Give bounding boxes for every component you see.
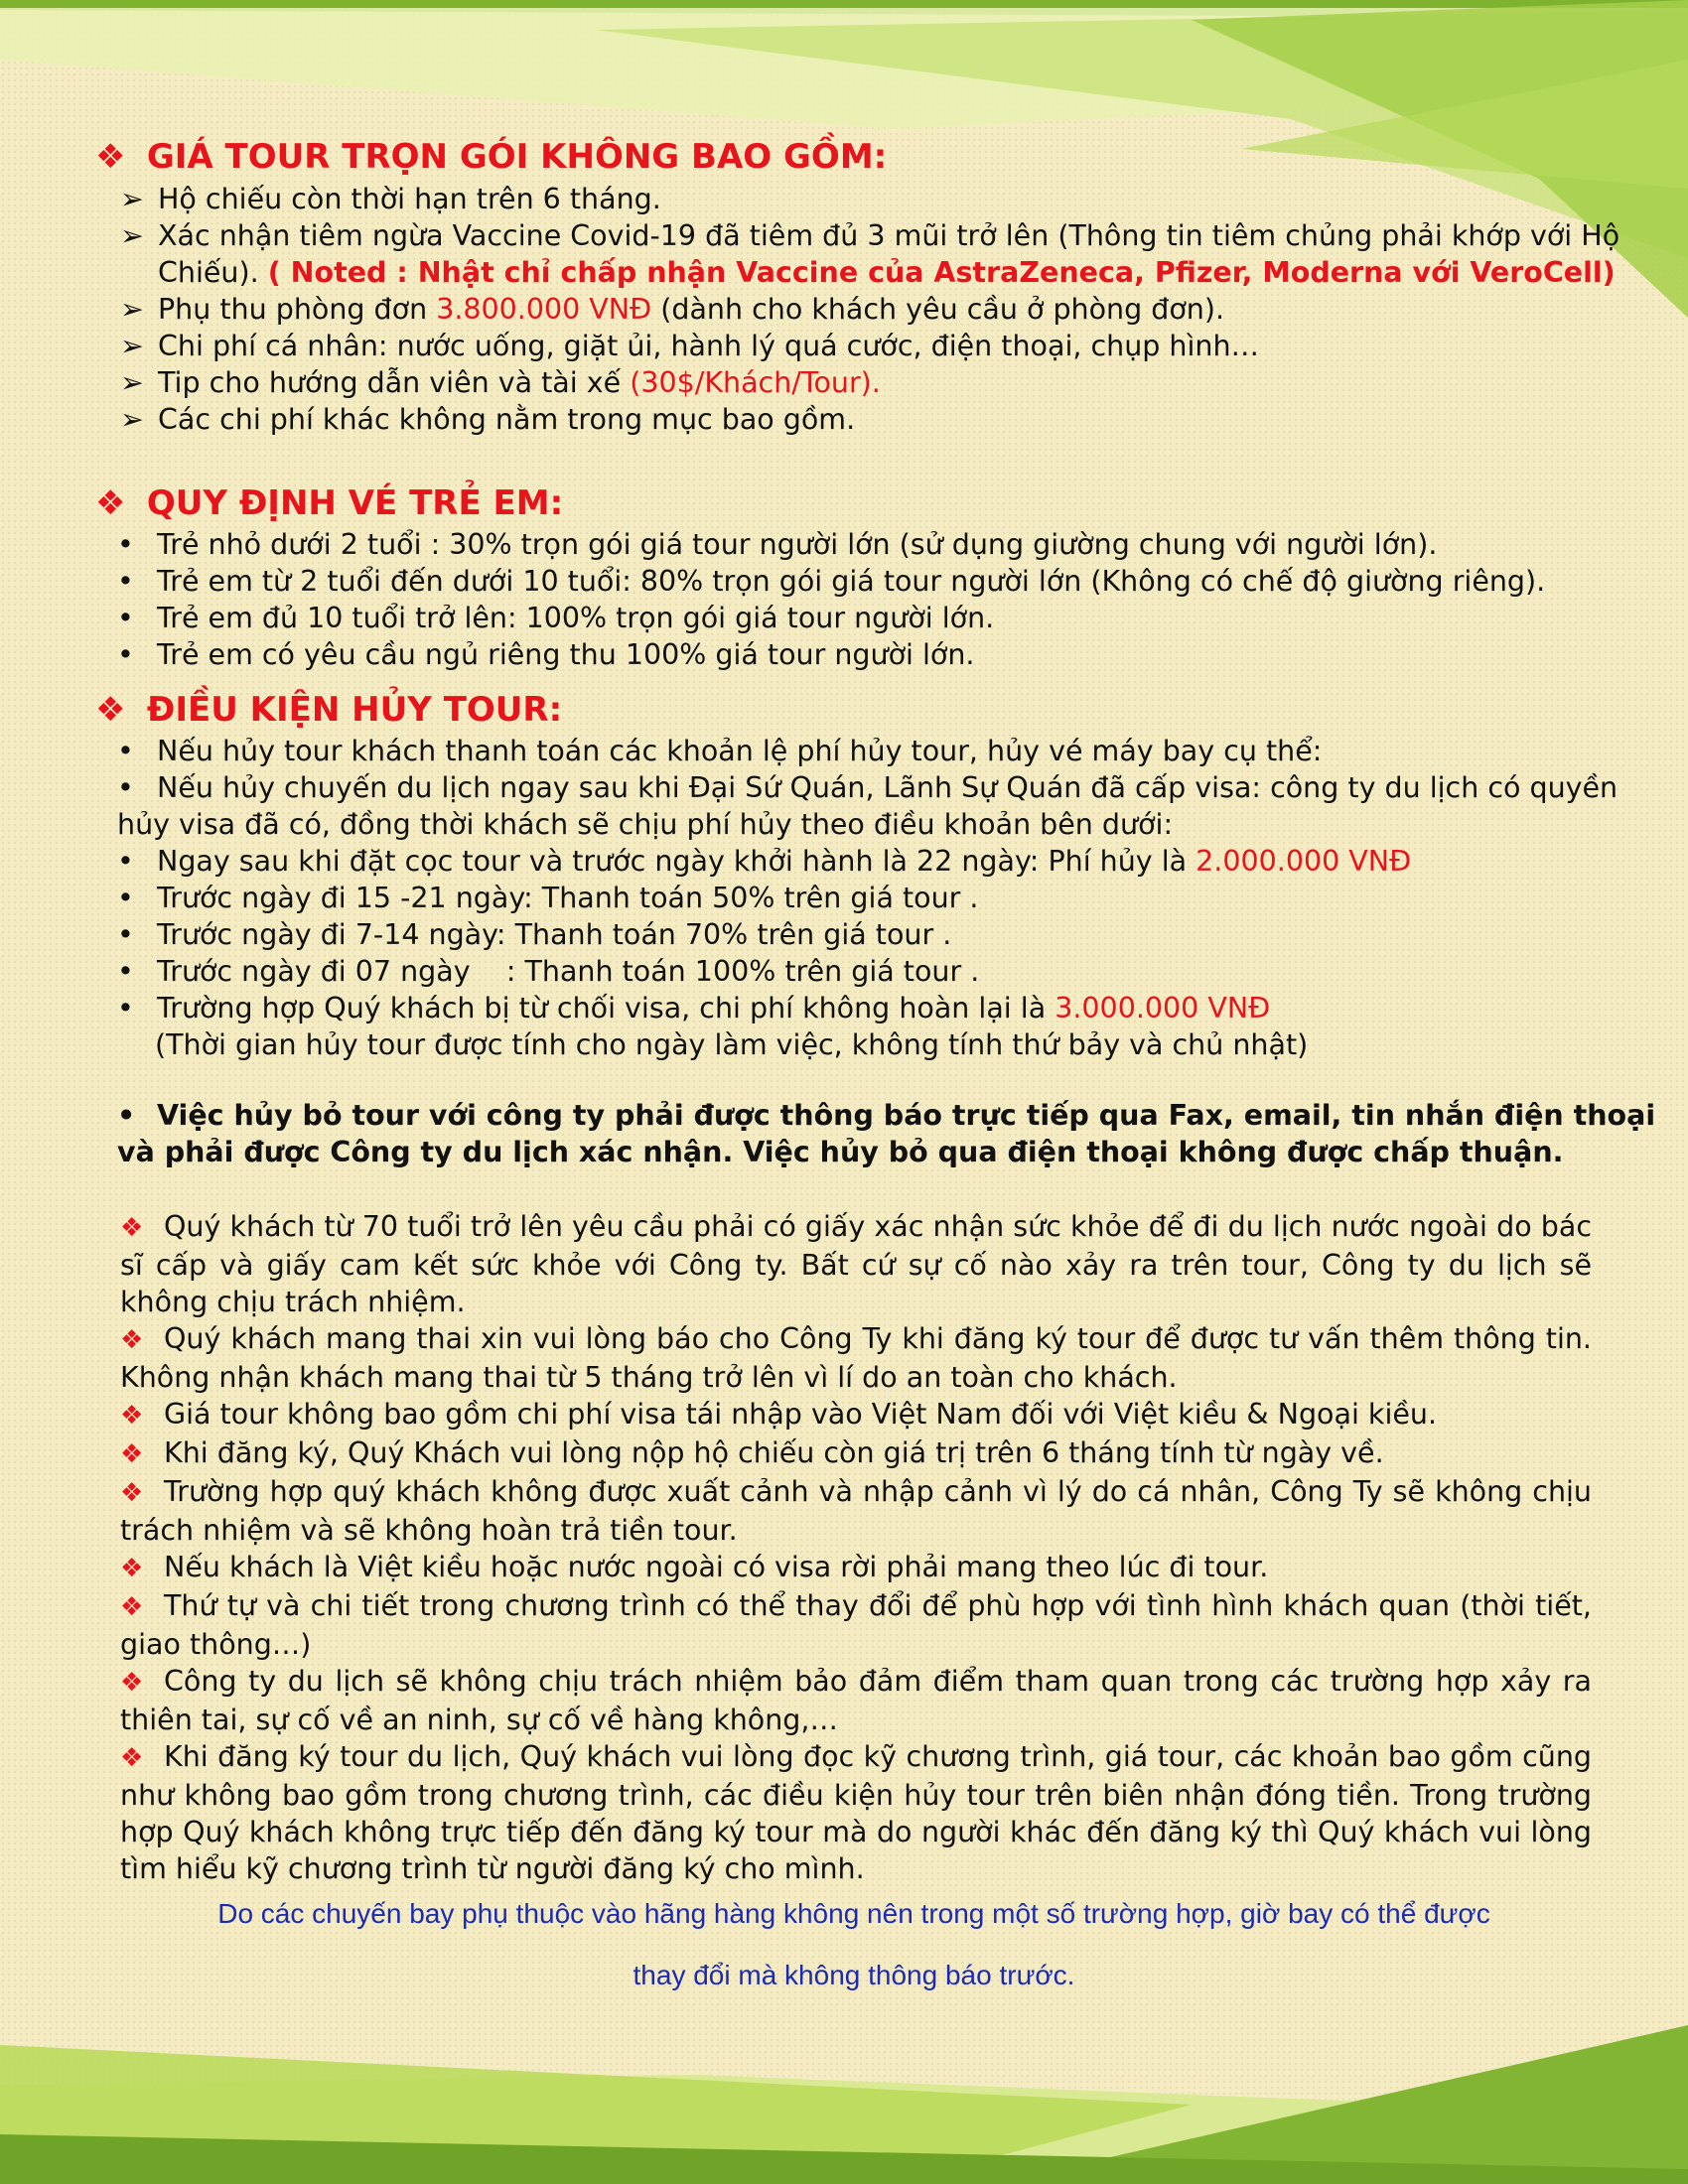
arrow-bullet-icon: ➢ [120, 330, 144, 362]
section-title-text: GIÁ TOUR TRỌN GÓI KHÔNG BAO GỒM: [146, 137, 888, 177]
cancellation-notice [117, 1097, 1655, 1170]
diamond-bullet-icon: ❖ [120, 1325, 144, 1355]
note-paragraph: ❖ Khi đăng ký, Quý Khách vui lòng nộp hộ chiếu còn giá trị trên 6 tháng tính từ ngày về. [120, 1434, 1592, 1473]
dot-bullet-icon: • [117, 1099, 136, 1132]
visa-refusal-amount: 3.000.000 VNĐ [1055, 992, 1271, 1024]
section-title-cancellation [95, 690, 562, 730]
dot-bullet-icon: • [117, 735, 134, 767]
list-item: ➢ Hộ chiếu còn thời hạn trên 6 tháng. [120, 183, 661, 215]
note-paragraph: ❖ Nếu khách là Việt kiều hoặc nước ngoài có visa rời phải mang theo lúc đi tour. [120, 1549, 1592, 1587]
note-paragraph: ❖ Quý khách mang thai xin vui lòng báo cho Công Ty khi đăng ký tour để được tư vấn thêm thông tin. Không nhận khách mang thai từ 5 tháng trở lên vì lí do an toàn cho khách. [120, 1322, 1592, 1394]
footer-note-line1: Do các chuyến bay phụ thuộc vào hãng hàng không nên trong một số trường hợp, giờ bay có thể được [217, 1898, 1490, 1929]
arrow-bullet-icon: ➢ [120, 403, 144, 436]
section-title-text: QUY ĐỊNH VÉ TRẺ EM: [146, 483, 564, 523]
list-item: ➢ Phụ thu phòng đơn 3.800.000 VNĐ (dành cho khách yêu cầu ở phòng đơn). [120, 293, 1225, 326]
single-room-surcharge: 3.800.000 VNĐ [436, 293, 652, 326]
diamond-bullet-icon: ❖ [120, 1401, 144, 1431]
diamond-bullet-icon: ❖ [95, 483, 126, 523]
cancellation-list [117, 733, 1618, 1063]
dot-bullet-icon: • [117, 845, 134, 878]
list-item: hủy visa đã có, đồng thời khách sẽ chịu phí hủy theo điều khoản bên dưới: [117, 808, 1174, 841]
list-item: • Trước ngày đi 07 ngày : Thanh toán 100% trên giá tour . [117, 955, 980, 988]
arrow-bullet-icon: ➢ [120, 183, 144, 215]
diamond-bullet-icon: ❖ [120, 1478, 144, 1508]
arrow-bullet-icon: ➢ [120, 293, 144, 326]
excluded-list [120, 181, 1619, 438]
list-item: và phải được Công ty du lịch xác nhận. Việc hủy bỏ qua điện thoại không được chấp thuận. [117, 1136, 1564, 1168]
list-item: ➢ Xác nhận tiêm ngừa Vaccine Covid-19 đã tiêm đủ 3 mũi trở lên (Thông tin tiêm chủng phải khớp với Hộ [120, 219, 1620, 252]
list-item: • Trẻ nhỏ dưới 2 tuổi : 30% trọn gói giá tour người lớn (sử dụng giường chung với người lớn). [117, 528, 1438, 561]
note-paragraph: ❖ Quý khách từ 70 tuổi trở lên yêu cầu phải có giấy xác nhận sức khỏe để đi du lịch nước ngoài do bác sĩ cấp và giấy cam kết sức khỏe với Công ty. Bất cứ sự cố nào xảy ra trên tour, Công ty du lịch sẽ không chịu trách nhiệm. [120, 1210, 1592, 1318]
list-item: • Nếu hủy chuyến du lịch ngay sau khi Đại Sứ Quán, Lãnh Sự Quán đã cấp visa: công ty du lịch có quyền [117, 771, 1618, 804]
dot-bullet-icon: • [117, 638, 134, 671]
diamond-bullet-icon: ❖ [95, 137, 126, 177]
list-item: • Nếu hủy tour khách thanh toán các khoản lệ phí hủy tour, hủy vé máy bay cụ thể: [117, 735, 1323, 767]
footer-note-line2: thay đổi mà không thông báo trước. [633, 1960, 1075, 1990]
dot-bullet-icon: • [117, 771, 134, 804]
notes-block [120, 1208, 1592, 1887]
dot-bullet-icon: • [117, 602, 134, 634]
diamond-bullet-icon: ❖ [95, 690, 126, 730]
dot-bullet-icon: • [117, 992, 134, 1024]
diamond-bullet-icon: ❖ [120, 1668, 144, 1698]
children-list [117, 526, 1545, 673]
note-paragraph: ❖ Giá tour không bao gồm chi phí visa tái nhập vào Việt Nam đối với Việt kiều & Ngoại kiều. [120, 1396, 1592, 1434]
list-item: ➢ Tip cho hướng dẫn viên và tài xế (30$/Khách/Tour). [120, 366, 881, 399]
dot-bullet-icon: • [117, 565, 134, 598]
list-item: • Trước ngày đi 15 -21 ngày: Thanh toán 50% trên giá tour . [117, 882, 979, 914]
list-item: ➢ Các chi phí khác không nằm trong mục bao gồm. [120, 403, 856, 436]
note-paragraph: ❖ Trường hợp quý khách không được xuất cảnh và nhập cảnh vì lý do cá nhân, Công Ty sẽ không chịu trách nhiệm và sẽ không hoàn trả tiền tour. [120, 1475, 1592, 1547]
diamond-bullet-icon: ❖ [120, 1213, 144, 1243]
dot-bullet-icon: • [117, 528, 134, 561]
note-paragraph: ❖ Công ty du lịch sẽ không chịu trách nhiệm bảo đảm điểm tham quan trong các trường hợp xảy ra thiên tai, sự cố về an ninh, sự cố về hàng không,… [120, 1665, 1592, 1736]
arrow-bullet-icon: ➢ [120, 219, 144, 252]
list-item: Chiếu). ( Noted : Nhật chỉ chấp nhận Vaccine của AstraZeneca, Pfizer, Moderna với VeroCell) [158, 256, 1616, 289]
dot-bullet-icon: • [117, 918, 134, 951]
section-title-children [95, 483, 563, 523]
diamond-bullet-icon: ❖ [120, 1439, 144, 1469]
dot-bullet-icon: • [117, 882, 134, 914]
cancel-fee-amount: 2.000.000 VNĐ [1196, 845, 1412, 878]
section-title-text: ĐIỀU KIỆN HỦY TOUR: [146, 690, 563, 730]
list-item: • Trường hợp Quý khách bị từ chối visa, chi phí không hoàn lại là 3.000.000 VNĐ [117, 992, 1271, 1024]
section-title-excluded [95, 137, 887, 177]
diamond-bullet-icon: ❖ [120, 1592, 144, 1622]
vaccine-note: ( Noted : Nhật chỉ chấp nhận Vaccine của AstraZeneca, Pfizer, Moderna với VeroCell) [267, 256, 1616, 289]
tip-amount: (30$/Khách/Tour). [630, 366, 881, 399]
list-item: (Thời gian hủy tour được tính cho ngày làm việc, không tính thứ bảy và chủ nhật) [155, 1028, 1309, 1061]
list-item: • Trẻ em đủ 10 tuổi trở lên: 100% trọn gói giá tour người lớn. [117, 602, 995, 634]
note-paragraph: ❖ Khi đăng ký tour du lịch, Quý khách vui lòng đọc kỹ chương trình, giá tour, các khoản bao gồm cũng như không bao gồm trong chương trình, các điều kiện hủy tour trên biên nhận đóng tiền. Trong trường hợp Quý khách không trực tiếp đến đăng ký tour mà do người khác đến đăng ký thì Quý khách vui lòng tìm hiểu kỹ chương trình từ người đăng ký cho mình. [120, 1740, 1592, 1885]
list-item: • Trẻ em từ 2 tuổi đến dưới 10 tuổi: 80% trọn gói giá tour người lớn (Không có chế độ giường riêng). [117, 565, 1546, 598]
list-item: • Trẻ em có yêu cầu ngủ riêng thu 100% giá tour người lớn. [117, 638, 975, 671]
dot-bullet-icon: • [117, 955, 134, 988]
note-paragraph: ❖ Thứ tự và chi tiết trong chương trình có thể thay đổi để phù hợp với tình hình khách quan (thời tiết, giao thông…) [120, 1589, 1592, 1661]
list-item: ➢ Chi phí cá nhân: nước uống, giặt ủi, hành lý quá cước, điện thoại, chụp hình… [120, 330, 1260, 362]
list-item: • Trước ngày đi 7-14 ngày: Thanh toán 70% trên giá tour . [117, 918, 952, 951]
arrow-bullet-icon: ➢ [120, 366, 144, 399]
diamond-bullet-icon: ❖ [120, 1743, 144, 1773]
list-item: • Việc hủy bỏ tour với công ty phải được thông báo trực tiếp qua Fax, email, tin nhắn điện thoại [117, 1099, 1656, 1132]
list-item: • Ngay sau khi đặt cọc tour và trước ngày khởi hành là 22 ngày: Phí hủy là 2.000.000 VNĐ [117, 845, 1412, 878]
diamond-bullet-icon: ❖ [120, 1554, 144, 1583]
